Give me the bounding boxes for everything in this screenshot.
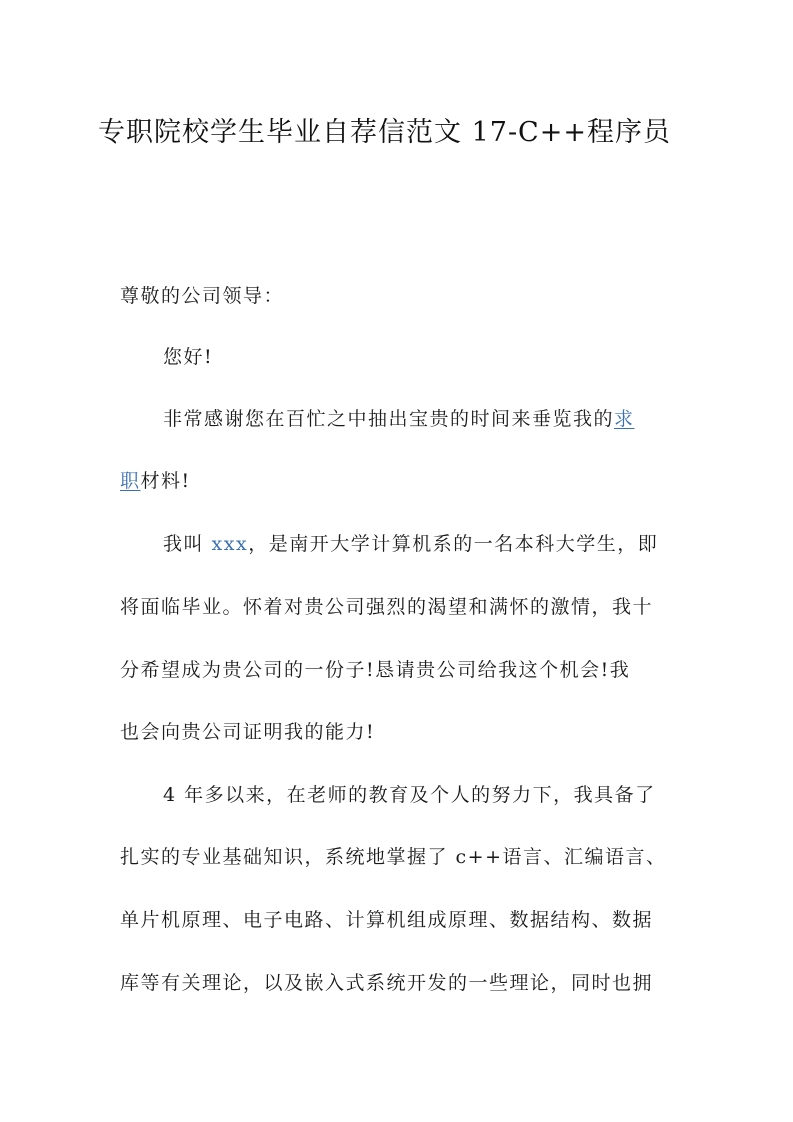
salutation: 尊敬的公司领导：: [120, 285, 285, 307]
paragraph-2-suffix: ，是南开大学计算机系的一名本科大学生，即: [248, 533, 659, 555]
job-search-link-part-1[interactable]: 求: [614, 408, 635, 430]
paragraph-2-line-3: 分希望成为贵公司的一份子!恳请贵公司给我这个机会!我: [120, 659, 631, 681]
paragraph-2-prefix: 我叫: [163, 533, 212, 555]
paragraph-2-line-4: 也会向贵公司证明我的能力!: [120, 721, 376, 743]
greeting: 您好!: [163, 346, 214, 368]
paragraph-3-line-4: 库等有关理论，以及嵌入式系统开发的一些理论，同时也拥: [120, 972, 654, 994]
paragraph-1-text-end: 材料!: [140, 470, 191, 492]
paragraph-3-line-1: 4 年多以来，在老师的教育及个人的努力下，我具备了: [163, 784, 656, 806]
paragraph-2-line-2: 将面临毕业。怀着对贵公司强烈的渴望和满怀的激情，我十: [120, 596, 654, 618]
paragraph-1-line-2: [120, 466, 690, 496]
paragraph-3-line-2: 扎实的专业基础知识，系统地掌握了 c++语言、汇编语言、: [120, 846, 667, 868]
job-search-link-part-2[interactable]: 职: [120, 470, 141, 492]
paragraph-1-line-1: [163, 404, 733, 434]
paragraph-3-line-3: 单片机原理、电子电路、计算机组成原理、数据结构、数据: [120, 909, 654, 931]
paragraph-2-line-1: [163, 529, 733, 559]
document-title: 专职院校学生毕业自荐信范文 17-C++程序员: [98, 117, 671, 148]
paragraph-1-text: 非常感谢您在百忙之中抽出宝贵的时间来垂览我的: [163, 408, 615, 430]
applicant-name: xxx: [211, 533, 249, 555]
